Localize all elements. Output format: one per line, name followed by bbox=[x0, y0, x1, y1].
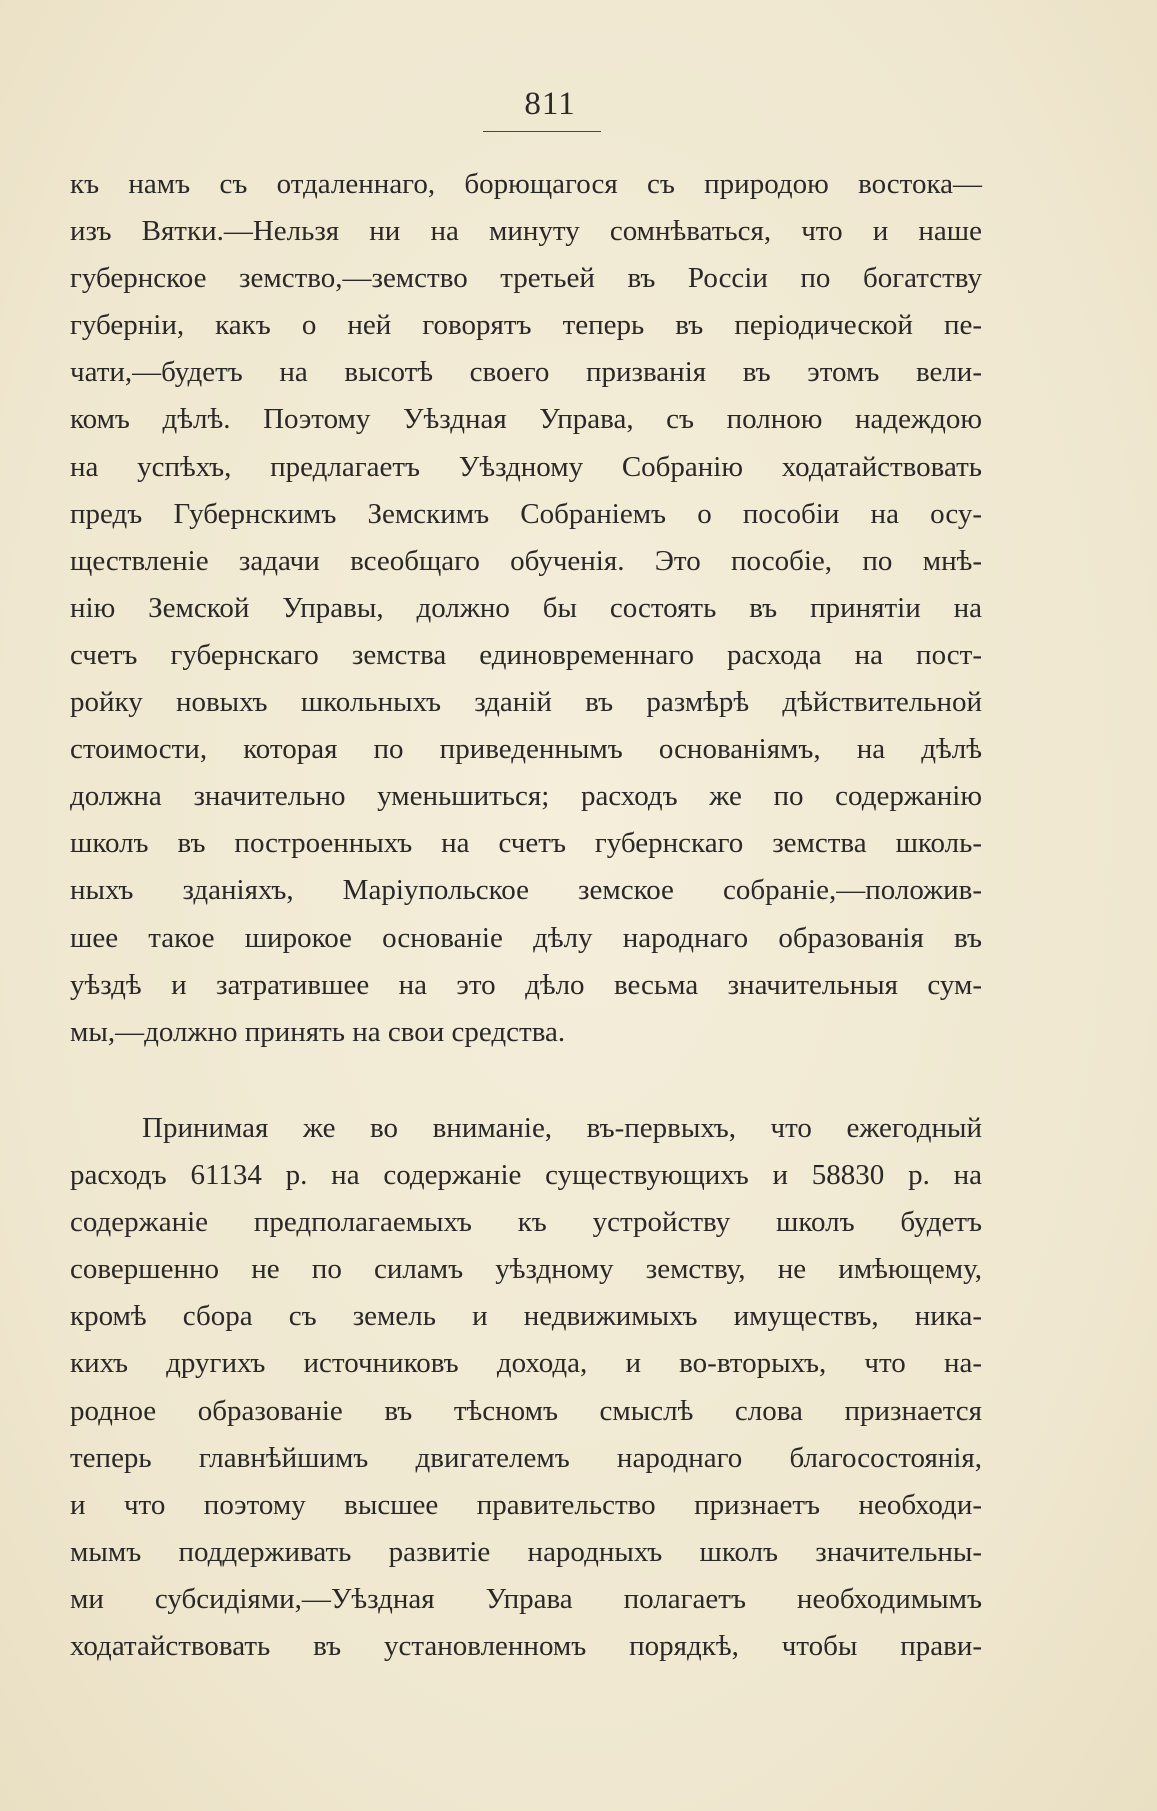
text-line: мы,—должно принять на свои средства. bbox=[70, 1015, 566, 1048]
text-line: счетъ губернскаго земства единовременнаго расхода на пост- bbox=[70, 638, 982, 671]
text-line: ходатайствовать въ установленномъ порядкѣ, чтобы прави- bbox=[70, 1630, 982, 1663]
page-number-rule bbox=[483, 131, 601, 132]
page-number: 811 bbox=[524, 86, 576, 122]
text-line: кихъ другихъ источниковъ дохода, и во-вторыхъ, что на- bbox=[70, 1347, 982, 1380]
text-line: ройку новыхъ школьныхъ зданій въ размѣрѣ дѣйствительной bbox=[70, 686, 982, 719]
text-line: стоимости, которая по приведеннымъ основаніямъ, на дѣлѣ bbox=[70, 733, 982, 766]
text-line: къ намъ съ отдаленнаго, борющагося съ природою востока— bbox=[70, 168, 982, 200]
text-line: комъ дѣлѣ. Поэтому Уѣздная Управа, съ полною надеждою bbox=[70, 403, 982, 436]
text-line: ми субсидіями,—Уѣздная Управа полагаетъ необходимымъ bbox=[70, 1582, 982, 1615]
text-line: школъ въ построенныхъ на счетъ губернскаго земства школь- bbox=[70, 827, 982, 860]
text-line: губернское земство,—земство третьей въ Россіи по богатству bbox=[70, 262, 982, 295]
text-line: предъ Губернскимъ Земскимъ Собраніемъ о пособіи на осу- bbox=[70, 497, 982, 530]
text-line: ществленіе задачи всеобщаго обученія. Это пособіе, по мнѣ- bbox=[70, 544, 982, 577]
text-line: изъ Вятки.—Нельзя ни на минуту сомнѣваться, что и наше bbox=[70, 215, 982, 248]
text-line: уѣздѣ и затратившее на это дѣло весьма значительныя сум- bbox=[70, 968, 982, 1001]
text-line: кромѣ сбора съ земель и недвижимыхъ имуществъ, ника- bbox=[70, 1300, 982, 1333]
text-line: на успѣхъ, предлагаетъ Уѣздному Собранію ходатайствовать bbox=[70, 450, 982, 483]
text-line: теперь главнѣйшимъ двигателемъ народнаго благосостоянія, bbox=[70, 1441, 982, 1474]
paragraph-2 bbox=[70, 1105, 982, 1670]
text-line: совершенно не по силамъ уѣздному земству, не имѣющему, bbox=[70, 1253, 982, 1286]
text-line: губерніи, какъ о ней говорятъ теперь въ періодической пе- bbox=[70, 309, 982, 342]
text-line: и что поэтому высшее правительство признаетъ необходи- bbox=[70, 1488, 982, 1521]
text-line: нію Земской Управы, должно бы состоять въ принятіи на bbox=[70, 591, 982, 624]
paragraph-1 bbox=[70, 161, 982, 1056]
text-line: родное образованіе въ тѣсномъ смыслѣ слова признается bbox=[70, 1394, 982, 1427]
text-line: шее такое широкое основаніе дѣлу народнаго образованія въ bbox=[70, 921, 982, 954]
text-line: содержаніе предполагаемыхъ къ устройству школъ будетъ bbox=[70, 1206, 982, 1239]
text-line: Принимая же во вниманіе, въ-первыхъ, что ежегодный bbox=[142, 1112, 982, 1144]
text-line: расходъ 61134 р. на содержаніе существующихъ и 58830 р. на bbox=[70, 1159, 982, 1192]
text-line: должна значительно уменьшиться; расходъ же по содержанію bbox=[70, 780, 982, 813]
text-line: мымъ поддерживать развитіе народныхъ школъ значительны- bbox=[70, 1535, 982, 1568]
text-line: ныхъ зданіяхъ, Маріупольское земское собраніе,—положив- bbox=[70, 874, 982, 907]
text-line: чати,—будетъ на высотѣ своего призванія въ этомъ вели- bbox=[70, 356, 982, 389]
